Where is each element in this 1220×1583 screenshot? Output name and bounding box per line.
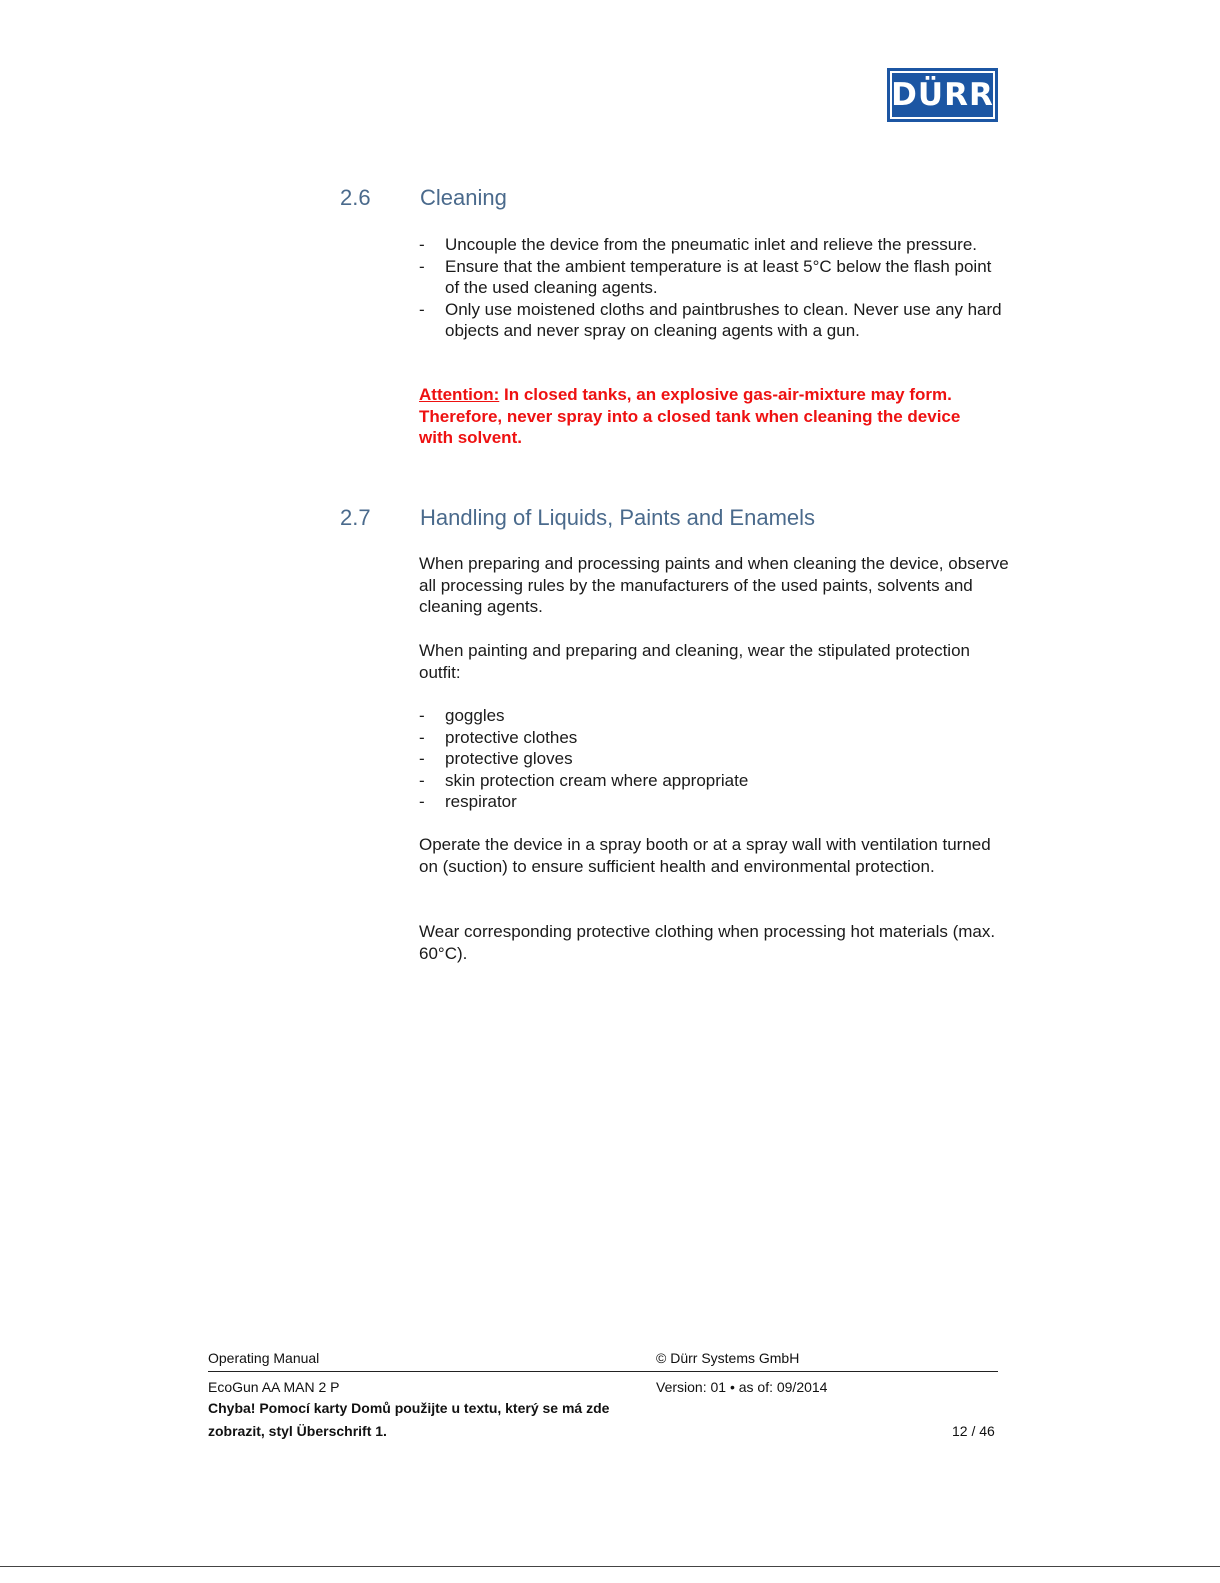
list-dash: - — [419, 299, 425, 319]
section-number: 2.6 — [340, 185, 371, 210]
footer-model: EcoGun AA MAN 2 P — [208, 1379, 340, 1395]
footer-doc-type: Operating Manual — [208, 1350, 320, 1366]
footer-version: Version: 01 • as of: 09/2014 — [656, 1379, 828, 1395]
list-item: - protective gloves — [419, 749, 573, 768]
list-dash: - — [419, 770, 425, 790]
list-item: - Uncouple the device from the pneumatic inlet and relieve the pressure. — [419, 235, 978, 254]
section-number: 2.7 — [340, 505, 371, 530]
logo-text: DÜRR — [890, 71, 995, 119]
list-item: - respirator — [419, 792, 517, 811]
footer-divider — [208, 1371, 998, 1372]
footer-page-number: 12 / 46 — [952, 1423, 995, 1439]
list-dash: - — [419, 727, 425, 747]
paragraph-protection-outfit: When painting and preparing and cleaning, wear the stipulated protection outfit: — [419, 641, 970, 682]
paragraph-hot-materials: Wear corresponding protective clothing when processing hot materials (max. 60°C). — [419, 922, 996, 963]
section-title: Cleaning — [420, 185, 507, 210]
cleaning-steps-list — [419, 234, 1004, 342]
list-dash: - — [419, 792, 425, 811]
footer-copyright: © Dürr Systems GmbH — [656, 1350, 800, 1366]
paragraph-processing-rules: When preparing and processing paints and when cleaning the device, observe all processing rules by the manufacturers of the used paints, solvents and cleaning agents. — [419, 554, 1009, 616]
attention-label: Attention: — [419, 385, 500, 404]
footer-error-field: Chyba! Pomocí karty Domů použijte u textu, který se má zde zobrazit, styl Überschrift 1. — [208, 1400, 610, 1439]
attention-text: In closed tanks, an explosive gas-air-mixture may form. Therefore, never spray into a closed tank when cleaning the device with solvent. — [419, 385, 961, 447]
durr-logo — [887, 68, 998, 122]
section-title: Handling of Liquids, Paints and Enamels — [420, 505, 816, 530]
protection-items-list — [419, 705, 1009, 813]
list-item: - skin protection cream where appropriate — [419, 770, 749, 790]
list-dash: - — [419, 706, 425, 725]
list-dash: - — [419, 256, 425, 276]
attention-warning — [419, 384, 989, 449]
list-item: - protective clothes — [419, 727, 578, 747]
list-item: - goggles — [419, 706, 505, 725]
list-dash: - — [419, 749, 425, 768]
list-dash: - — [419, 235, 425, 254]
list-item: - Only use moistened cloths and paintbrushes to clean. Never use any hard objects and never spray on cleaning agents with a gun. — [419, 299, 1002, 340]
paragraph-spray-booth: Operate the device in a spray booth or at a spray wall with ventilation turned on (suction) to ensure sufficient health and environmental protection. — [419, 835, 991, 876]
page-bottom-edge — [0, 1566, 1220, 1567]
list-item: - Ensure that the ambient temperature is at least 5°C below the flash point of the used cleaning agents. — [419, 256, 992, 297]
